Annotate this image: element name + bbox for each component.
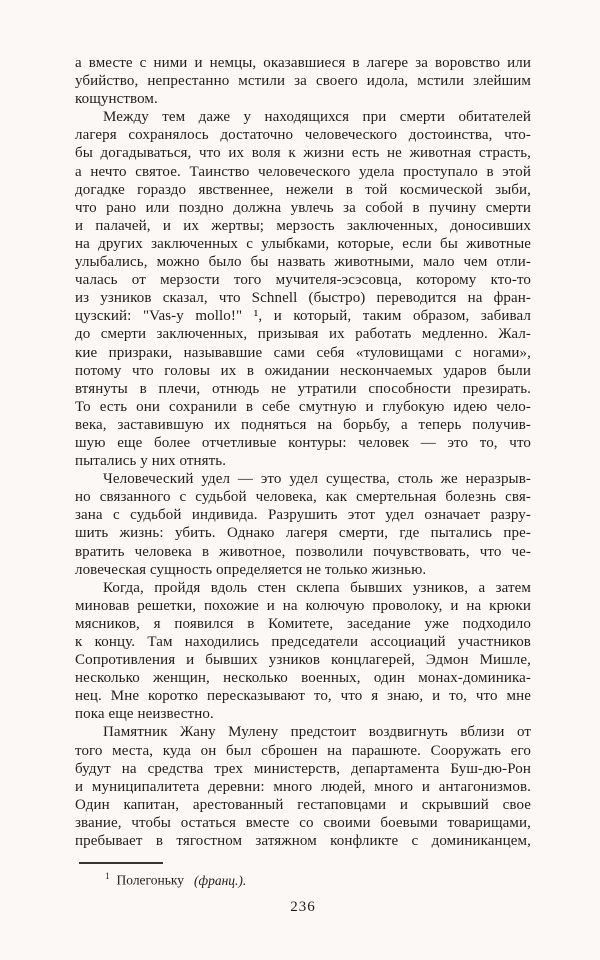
text-line: будут на средства трех министерств, департамента Буш-дю-Рон (75, 760, 531, 777)
text-line: а вместе с ними и немцы, оказавшиеся в лагере за воровство или (75, 55, 531, 71)
footnote-separator (79, 862, 163, 864)
text-line: чалась от мерзости того мучителя-эсэсовца, которому кто-то (75, 272, 531, 289)
text-line: и палачей, и их жертвы; мерзость заключенных, доносивших (75, 217, 531, 234)
text-line: миновав решетки, похожие и на колючую проволоку, и на крюки (75, 597, 531, 614)
text-line: шить жизнь: убить. Однако лагеря смерти, где пытались пре- (75, 525, 531, 542)
text-line: Памятник Жану Мулену предстоит воздвигнуть вблизи от (103, 724, 531, 741)
text-line: шую еще более отчетливые контуры: человек — это то, что (75, 434, 531, 451)
text-line: улыбались, можно было бы назвать животными, мало чем отли- (75, 254, 531, 271)
text-line: пока еще неизвестно. (75, 706, 214, 723)
text-line: нец. Мне коротко пересказывают то, что я знаю, и то, что мне (75, 688, 531, 705)
text-line: пребывает в тягостном затяжном конфликте с доминиканцем, (75, 833, 531, 850)
text-line: То есть они сохранили в себе смутную и глубокую идею чело- (75, 398, 531, 415)
text-line: но связанного с судьбой человека, как смертельная болезнь свя- (75, 489, 531, 506)
paragraph (75, 108, 531, 470)
footnote (105, 868, 531, 889)
text-line: несколько женщин, несколько военных, один монах-доминика- (75, 670, 531, 687)
text-line: ловеческая сущность определяется не только жизнью. (75, 561, 427, 578)
text-line: лагеря сохранялось достаточно человеческого достоинства, что- (75, 127, 531, 144)
text-line: зана с судьбой индивида. Разрушить этот удел означает разру- (75, 507, 531, 524)
text-line: цузский: "Vas-y mollo!" ¹, и который, таким образом, забивал (75, 308, 531, 325)
text-line: звание, чтобы остаться вместе со своими боевыми товарищами, (75, 814, 531, 831)
text-line: что рано или поздно должна увлечь за собой в пучину смерти (75, 199, 531, 216)
text-line: века, заставившую их подняться на борьбу, а теперь получив- (75, 416, 531, 433)
text-line: мясников, я появился в Комитете, заседание уже подходило (75, 615, 531, 632)
paragraph (75, 470, 531, 579)
text-line: убийство, непрестанно мстили за своего идола, мстили злейшим (75, 73, 531, 90)
text-line: кощунством. (75, 91, 158, 108)
page-number: 236 (290, 899, 316, 915)
paragraph (75, 579, 531, 724)
text-line: на других заключенных с улыбками, которые, если бы животные (75, 235, 531, 252)
paragraph (75, 723, 531, 850)
text-line: того места, куда он был сброшен на парашюте. Сооружать его (75, 742, 531, 759)
footnote-language-note: (франц.). (194, 872, 247, 888)
text-line: к концу. Там находились председатели ассоциаций участников (75, 634, 531, 650)
text-line: втянуты в плечи, отнюдь не утратили способности презирать. (75, 380, 531, 397)
footnote-text: Полегоньку (116, 872, 184, 888)
text-line: Когда, пройдя вдоль стен склепа бывших узников, а затем (103, 579, 531, 596)
text-line: до смерти заключенных, призывая их работать медленно. Жал- (75, 326, 531, 343)
text-line: из узников сказал, что Schnell (быстро) переводится на фран- (75, 290, 531, 307)
text-line: бы догадываться, что их воля к жизни есть не животная страсть, (75, 145, 531, 162)
paragraph (75, 54, 531, 108)
text-line: потому что головы их в ожидании нескончаемых ударов были (75, 362, 531, 379)
text-line: Один капитан, арестованный гестаповцами и скрывший свое (75, 796, 531, 813)
text-line: Между тем даже у находящихся при смерти обитателей (103, 109, 531, 126)
text-line: пытались у них отнять. (75, 453, 227, 470)
text-line: Человеческий удел — это удел существа, столь же неразрыв- (103, 471, 531, 488)
text-line: кие призраки, называвшие сами себя «туловищами с ногами», (75, 344, 531, 361)
footnote-marker: 1 (105, 871, 110, 881)
text-line: догадке гораздо явственнее, нежели в той космической зыби, (75, 181, 531, 198)
text-line: а нечто святое. Таинство человеческого удела проступало в этой (75, 163, 531, 180)
text-line: и муниципалитета деревни: много людей, много и антагонизмов. (75, 778, 531, 795)
text-line: вратить человека в животное, позволили почувствовать, что че- (75, 543, 531, 560)
text-block (75, 54, 531, 850)
text-line: Сопротивления и бывших узников концлагерей, Эдмон Мишле, (75, 652, 531, 669)
